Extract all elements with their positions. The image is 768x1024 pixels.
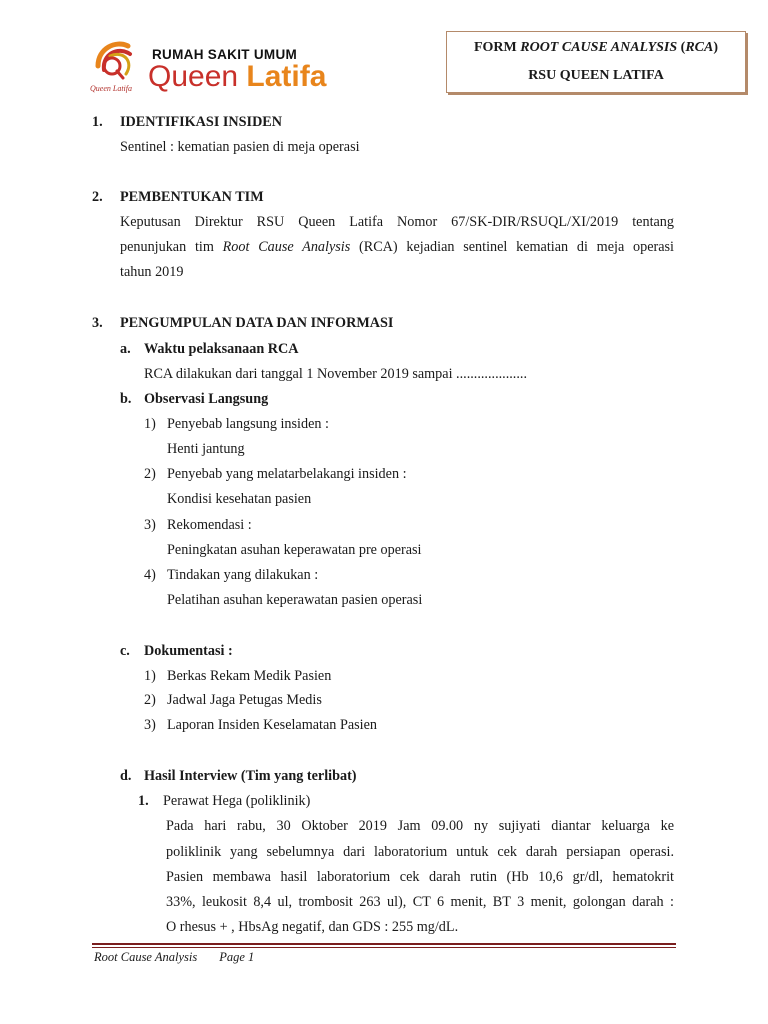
logo-small-caption: Queen Latifa: [90, 84, 132, 93]
subsection-c-label: c.: [120, 643, 130, 659]
interview-1-line-1: Pada hari rabu, 30 Oktober 2019 Jam 09.00 ny sujiyati diantar keluarga ke: [166, 818, 674, 834]
list-item-value: Pelatihan asuhan keperawatan pasien operasi: [167, 592, 423, 608]
logo-hospital-type: RUMAH SAKIT UMUM: [152, 47, 298, 62]
subsection-a-text: RCA dilakukan dari tanggal 1 November 2019 sampai ....................: [144, 366, 527, 382]
section-2-line-2: penunjukan tim Root Cause Analysis (RCA) kejadian sentinel kematian di meja operasi: [120, 239, 674, 255]
list-item-number: 2): [144, 466, 156, 482]
section-2-number: 2.: [92, 189, 103, 205]
list-item-number: 1): [144, 668, 156, 684]
form-title-box: [446, 31, 746, 93]
footer-title: Root Cause Analysis: [94, 950, 198, 964]
section-2-line-1: Keputusan Direktur RSU Queen Latifa Nomor 67/SK-DIR/RSUQL/XI/2019 tentang: [120, 214, 674, 230]
list-item-number: 1): [144, 416, 156, 432]
list-item-value: Kondisi kesehatan pasien: [167, 491, 312, 507]
list-item: Laporan Insiden Keselamatan Pasien: [167, 717, 377, 733]
interview-1-line-5: O rhesus + , HbsAg negatif, dan GDS : 255 mg/dL.: [166, 919, 459, 935]
section-2-title: PEMBENTUKAN TIM: [120, 189, 264, 205]
footer-rule-thin: [92, 947, 676, 948]
subsection-d-label: d.: [120, 768, 132, 784]
list-item-label: Tindakan yang dilakukan :: [167, 567, 319, 583]
interview-1-line-2: poliklinik yang sebelumnya dari laboratorium untuk cek darah persiapan operasi.: [166, 844, 674, 860]
list-item: Berkas Rekam Medik Pasien: [167, 668, 332, 684]
list-item-label: Penyebab yang melatarbelakangi insiden :: [167, 466, 407, 482]
section-3-number: 3.: [92, 315, 103, 331]
section-1-title: IDENTIFIKASI INSIDEN: [120, 114, 283, 130]
list-item-number: 2): [144, 692, 156, 708]
form-subtitle: RSU QUEEN LATIFA: [528, 68, 664, 83]
subsection-b-label: b.: [120, 391, 132, 407]
interview-1-title: Perawat Hega (poliklinik): [163, 793, 311, 809]
subsection-c-title: Dokumentasi :: [144, 643, 233, 659]
list-item-number: 4): [144, 567, 156, 583]
footer: [94, 950, 254, 965]
subsection-a-title: Waktu pelaksanaan RCA: [144, 341, 299, 357]
interview-1-number: 1.: [138, 793, 149, 809]
subsection-d-title: Hasil Interview (Tim yang terlibat): [144, 768, 357, 784]
list-item-label: Rekomendasi :: [167, 517, 252, 533]
list-item-value: Peningkatan asuhan keperawatan pre operasi: [167, 542, 422, 558]
list-item-label: Penyebab langsung insiden :: [167, 416, 329, 432]
logo-hospital-name: Queen Latifa: [148, 60, 327, 93]
section-2-line-3: tahun 2019: [120, 264, 184, 280]
interview-1-line-4: 33%, leukosit 8,4 ul, trombosit 263 ul), CT 6 menit, BT 3 menit, golongan darah :: [166, 894, 674, 910]
hospital-logo: [90, 36, 370, 100]
subsection-a-label: a.: [120, 341, 131, 357]
interview-1-line-3: Pasien membawa hasil laboratorium cek darah rutin (Hb 10,6 gr/dl, hematokrit: [166, 869, 674, 885]
section-3-title: PENGUMPULAN DATA DAN INFORMASI: [120, 315, 394, 331]
subsection-b-title: Observasi Langsung: [144, 391, 269, 407]
section-1-text: Sentinel : kematian pasien di meja operasi: [120, 139, 360, 155]
form-title: FORM ROOT CAUSE ANALYSIS (RCA): [473, 40, 719, 55]
footer-rule-thick: [92, 943, 676, 945]
list-item: Jadwal Jaga Petugas Medis: [167, 692, 322, 708]
section-1-number: 1.: [92, 114, 103, 130]
list-item-number: 3): [144, 717, 156, 733]
list-item-value: Henti jantung: [167, 441, 245, 457]
list-item-number: 3): [144, 517, 156, 533]
footer-page-number: Page 1: [219, 950, 255, 964]
